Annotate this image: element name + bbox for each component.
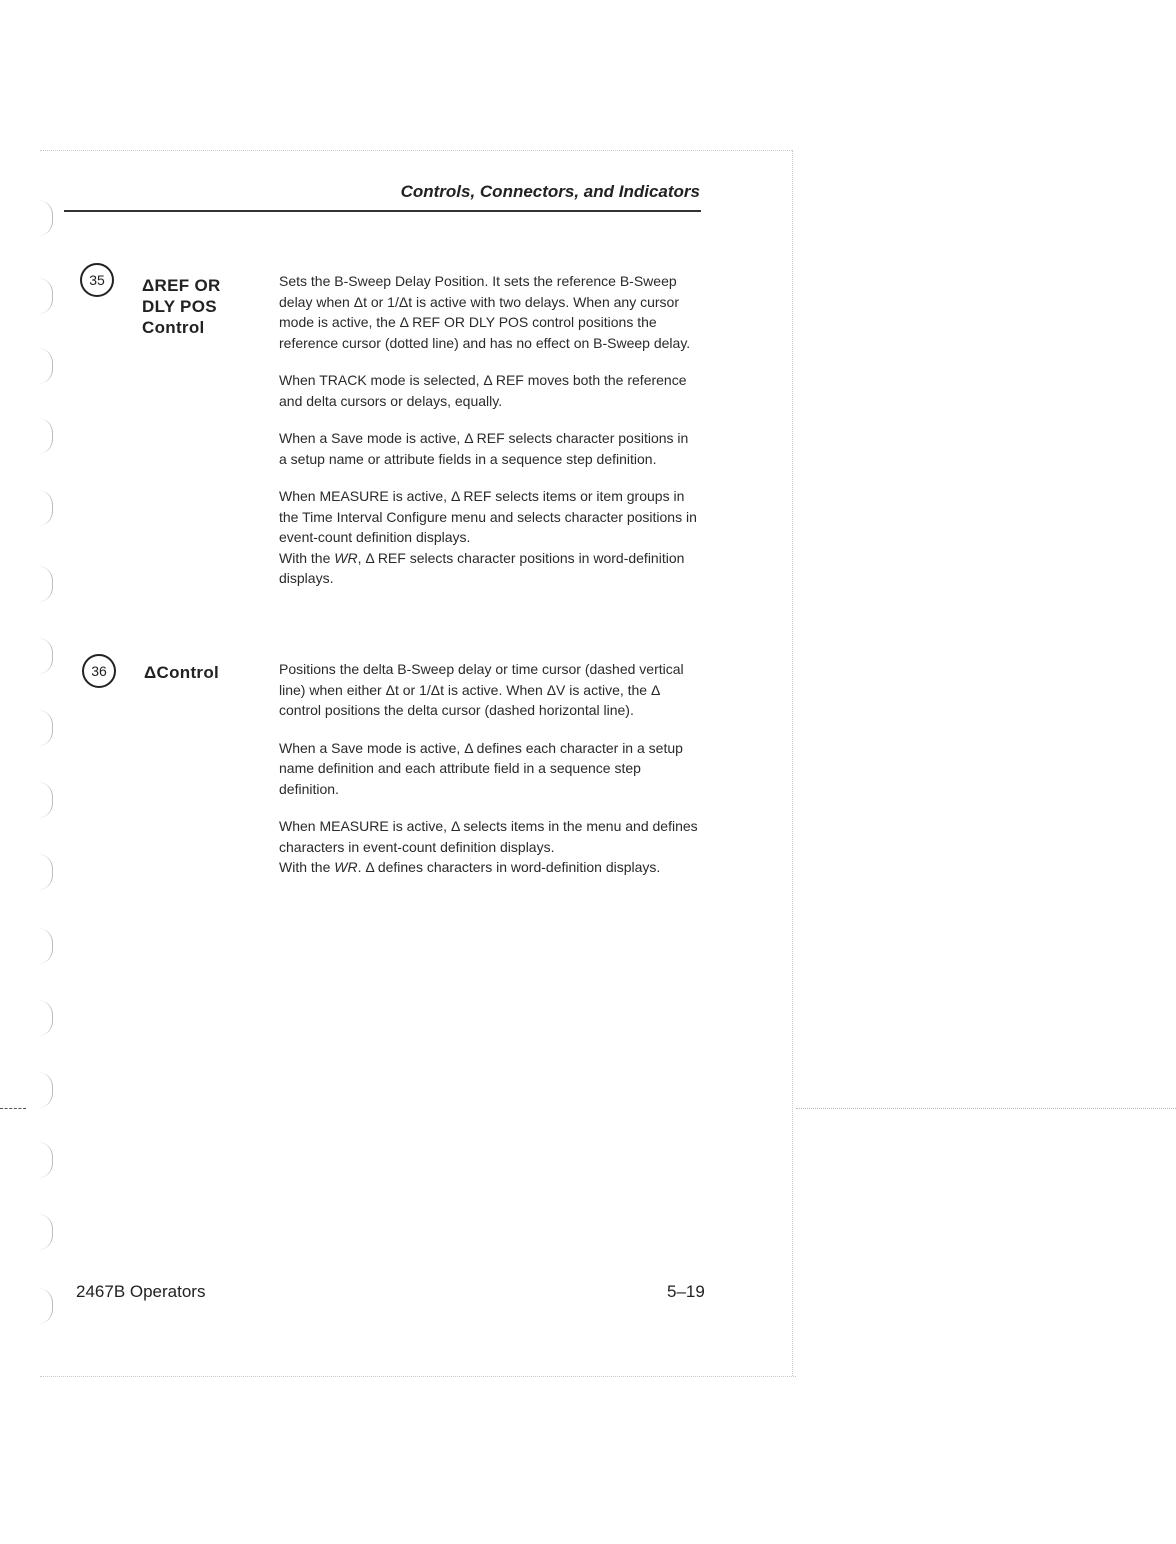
description-paragraph [279,548,699,589]
item-label-line: DLY POS [142,297,217,316]
binder-hole [38,200,53,236]
footer-manual-name: 2467B Operators [76,1282,206,1301]
page-header-title: Controls, Connectors, and Indicators [400,182,700,201]
scan-edge-right [792,150,793,1376]
description-paragraph: When a Save mode is active, Δ REF selects character positions in a setup name or attribute fields in a sequence step definition. [279,430,689,467]
item-label-line: Control [142,318,205,337]
binder-hole [38,490,53,526]
binder-hole [38,348,53,384]
description-paragraph: When TRACK mode is selected, Δ REF moves both the reference and delta cursors or delays, equally. [279,372,687,409]
scan-edge-bottom [40,1376,796,1377]
text-fragment: With the [279,549,331,566]
item-number-badge: 36 [82,654,116,688]
binder-hole [38,278,53,314]
binder-hole [38,782,53,818]
item-label-line: ΔControl [144,663,220,682]
binder-hole [38,638,53,674]
item-label [142,275,252,338]
binder-hole [38,1000,53,1036]
binder-hole [38,1142,53,1178]
text-fragment-italic: WR [334,549,358,566]
description-paragraph: Positions the delta B-Sweep delay or time cursor (dashed vertical line) when either Δt or 1/Δt is active. When ΔV is active, the Δ control positions the delta cursor (dashed horizontal line). [279,661,684,718]
description-paragraph: When a Save mode is active, Δ defines each character in a setup name definition and each attribute field in a sequence step definition. [279,739,683,797]
binder-hole [38,1214,53,1250]
text-fragment-italic: WR [334,859,358,875]
description-paragraph: Sets the B-Sweep Delay Position. It sets the reference B-Sweep delay when Δt or 1/Δt is active with two delays. When any cursor mode is active, the Δ REF OR DLY POS control positions the reference cursor (dotted line) and has no effect on B-Sweep delay. [279,273,691,351]
text-fragment: . Δ defines characters in word-definition displays. [357,859,661,875]
text-fragment: With the [279,859,331,875]
binder-hole [38,1072,53,1108]
binder-hole [38,928,53,964]
item-description [279,271,699,606]
description-paragraph [279,857,699,878]
footer-page-number: 5–19 [667,1282,705,1301]
item-description [279,659,699,895]
description-paragraph: When MEASURE is active, Δ REF selects items or item groups in the Time Interval Configure menu and selects character positions in event-count definition displays. [279,488,697,545]
binder-hole [38,710,53,746]
binder-hole [38,418,53,454]
item-label-line: ΔREF OR [142,276,221,295]
scan-edge-top [40,150,792,151]
scan-edge-left-dash [0,1108,26,1109]
header-rule [64,210,701,212]
binder-hole [38,1288,53,1324]
description-paragraph: When MEASURE is active, Δ selects items in the menu and defines characters in event-count definition displays. [279,818,698,855]
text-fragment: , Δ REF selects character positions in word-definition displays. [279,549,685,586]
binder-hole [38,566,53,602]
item-label [144,662,254,683]
binder-hole [38,854,53,890]
item-number-badge: 35 [80,263,114,297]
scan-edge-side [796,1108,1176,1109]
